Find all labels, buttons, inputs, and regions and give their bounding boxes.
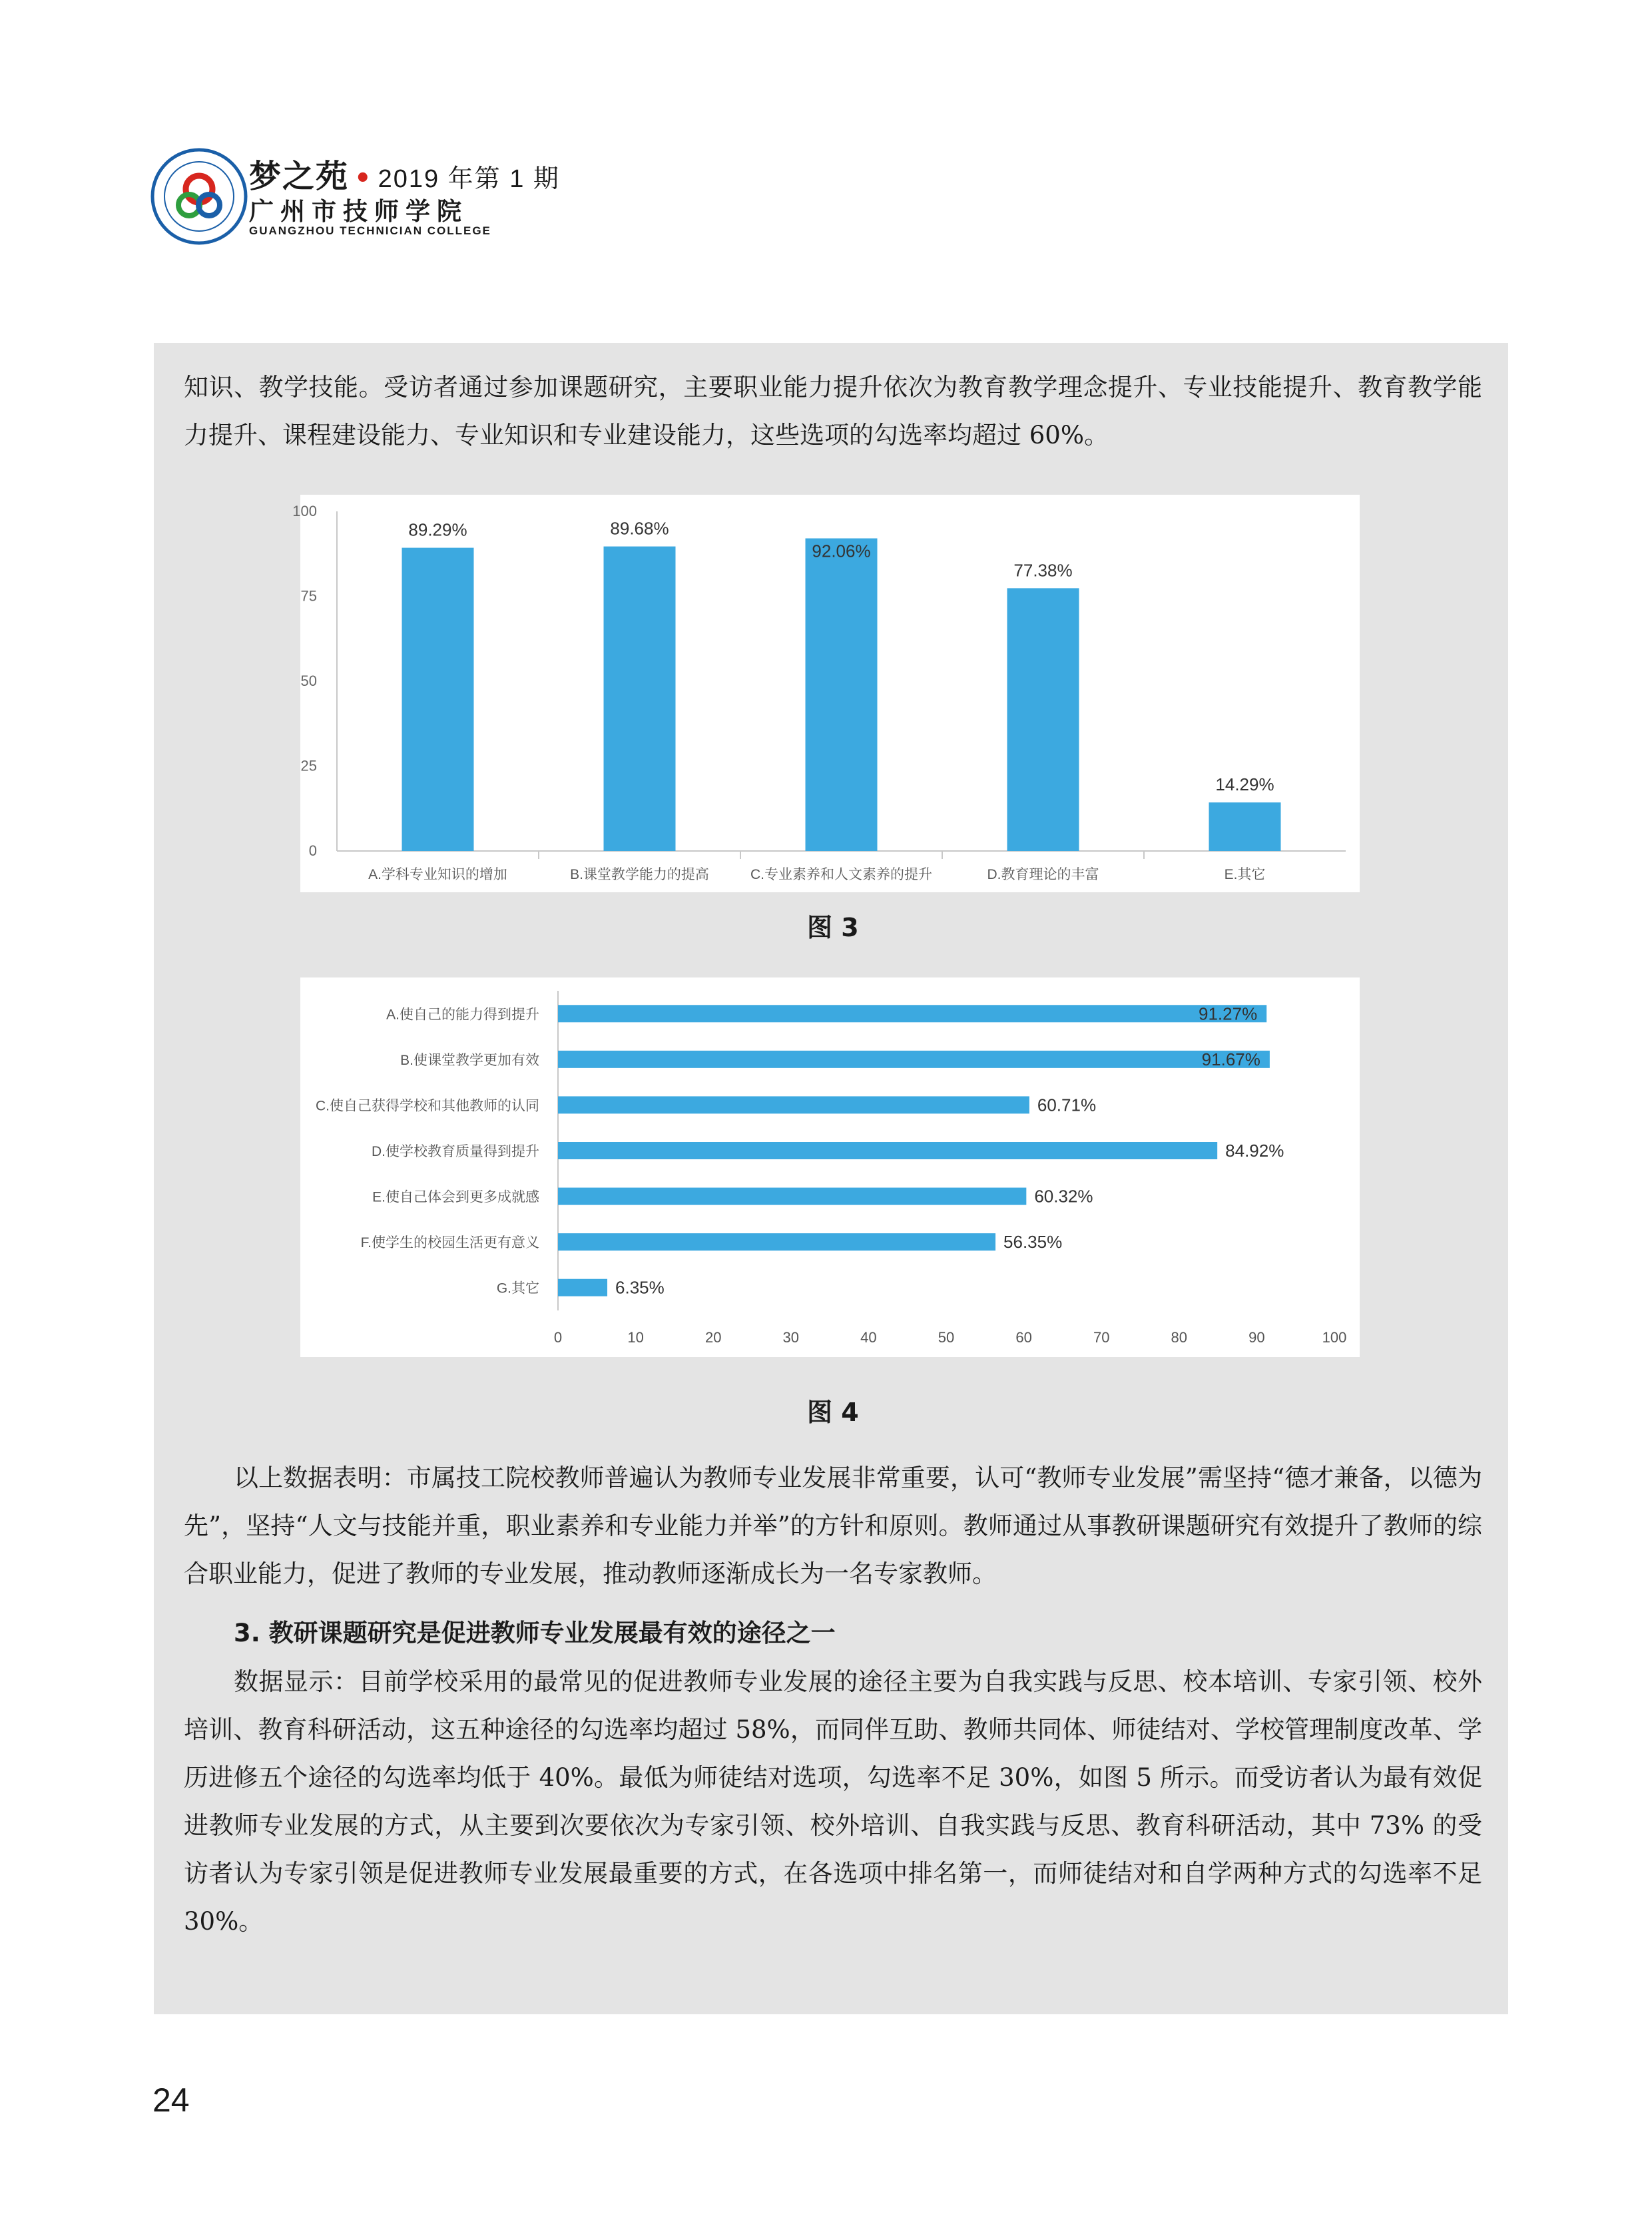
paragraph-2: 以上数据表明：市属技工院校教师普遍认为教师专业发展非常重要，认可“教师专业发展”需坚持“德才兼备，以德为先”，坚持“人文与技能并重，职业素养和专业能力并举”的方针和原则。教师通过从事教研课题研究有效提升了教师的综合职业能力，促进了教师的专业发展，推动教师逐渐成长为一名专家教师。 [184,1464,1482,1588]
magazine-name: 梦之苑 [249,158,350,195]
x-tick-label: A.学科专业知识的增加 [368,867,507,882]
data-label: 91.67% [1201,1049,1260,1069]
x-tick-label: D.教育理论的丰富 [987,867,1099,882]
y-tick-label: 25 [300,757,317,774]
paragraph-3: 数据显示：目前学校采用的最常见的促进教师专业发展的途径主要为自我实践与反思、校本培训、专家引领、校外培训、教育科研活动，这五种途径的勾选率均超过 58%，而同伴互助、教师共同体、师徒结对、学校管理制度改革、学历进修五个途径的勾选率均低于 40%。最低为师徒结对选项，勾选率不足 30%，如图 5 所示。而受访者认为最有效促进教师专业发展的方式，从主要到次要依次为专家引领、校外培训、自我实践与反思、教育科研活动，其中 73% 的受访者认为专家引领是促进教师专业发展最重要的方式，在各选项中排名第一，而师徒结对和自学两种方式的勾选率不足 30%。 [184,1667,1482,1936]
y-tick-label: E.使自己体会到更多成就感 [372,1189,539,1205]
x-tick-label: C.专业素养和人文素养的提升 [750,867,932,882]
y-tick-label: D.使学校教育质量得到提升 [372,1144,539,1159]
figure-4-chart [300,977,1360,1357]
y-tick-label: C.使自己获得学校和其他教师的认同 [316,1098,539,1114]
bar [558,1096,1029,1113]
issue-label: 2019 年第 1 期 [378,165,560,193]
figure-3-chart [292,495,1360,892]
bar [558,1188,1026,1205]
data-label: 56.35% [1003,1232,1063,1252]
page-number: 24 [152,2082,190,2119]
y-tick-label: 100 [292,503,317,519]
data-label: 91.27% [1199,1003,1258,1024]
x-tick-label: 30 [782,1329,800,1346]
college-name-en: GUANGZHOU TECHNICIAN COLLEGE [249,224,491,237]
x-tick-label: 20 [704,1329,722,1346]
paragraph-1: 知识、教学技能。受访者通过参加课题研究，主要职业能力提升依次为教育教学理念提升、专业技能提升、教育教学能力提升、课程建设能力、专业知识和专业建设能力，这些选项的勾选率均超过 60%。 [184,373,1482,449]
x-tick-label: B.课堂教学能力的提高 [570,867,709,882]
x-tick-label: 70 [1093,1329,1110,1346]
bar [558,1142,1217,1159]
magazine-masthead [249,150,560,196]
bar [806,538,878,851]
separator-dot: • [354,163,373,194]
y-tick-label: A.使自己的能力得到提升 [386,1007,539,1023]
x-tick-label: 10 [627,1329,644,1346]
college-logo [150,148,248,245]
x-tick-label: 100 [1322,1329,1347,1346]
y-tick-label: 50 [300,673,317,689]
section-heading: 3. 教研课题研究是促进教师专业发展最有效的途径之一 [234,1619,836,1647]
x-tick-label: 50 [938,1329,955,1346]
y-tick-label: G.其它 [496,1280,539,1296]
college-name-cn: 广州市技师学院 [249,197,468,226]
data-label: 84.92% [1225,1141,1284,1161]
x-tick-label: 80 [1171,1329,1188,1346]
y-tick-label: B.使课堂教学更加有效 [400,1052,539,1068]
bar [604,547,676,851]
x-tick-label: 90 [1248,1329,1265,1346]
data-label: 89.29% [408,519,467,540]
data-label: 89.68% [610,518,669,539]
bar [558,1005,1266,1022]
vertical-bar-chart [292,495,1360,892]
y-tick-label: 75 [300,587,317,605]
horizontal-bar-chart [300,977,1360,1357]
bar [558,1051,1270,1068]
x-tick-label: 40 [860,1329,877,1346]
y-tick-label: F.使学生的校园生活更有意义 [360,1235,539,1251]
bar [1007,588,1079,851]
figure-4-caption: 图 4 [807,1398,859,1427]
data-label: 14.29% [1215,774,1274,795]
x-tick-label: E.其它 [1224,867,1266,882]
y-tick-label: 0 [308,842,317,859]
bar [1209,802,1281,851]
data-label: 6.35% [615,1277,665,1298]
data-label: 77.38% [1013,560,1073,581]
data-label: 92.06% [812,541,871,561]
figure-3-caption: 图 3 [807,913,859,942]
bar [558,1279,607,1296]
x-tick-label: 60 [1015,1329,1032,1346]
x-tick-label: 0 [553,1329,563,1346]
bar [558,1233,995,1251]
data-label: 60.71% [1037,1095,1097,1115]
data-label: 60.32% [1034,1186,1093,1207]
bar [402,548,474,851]
